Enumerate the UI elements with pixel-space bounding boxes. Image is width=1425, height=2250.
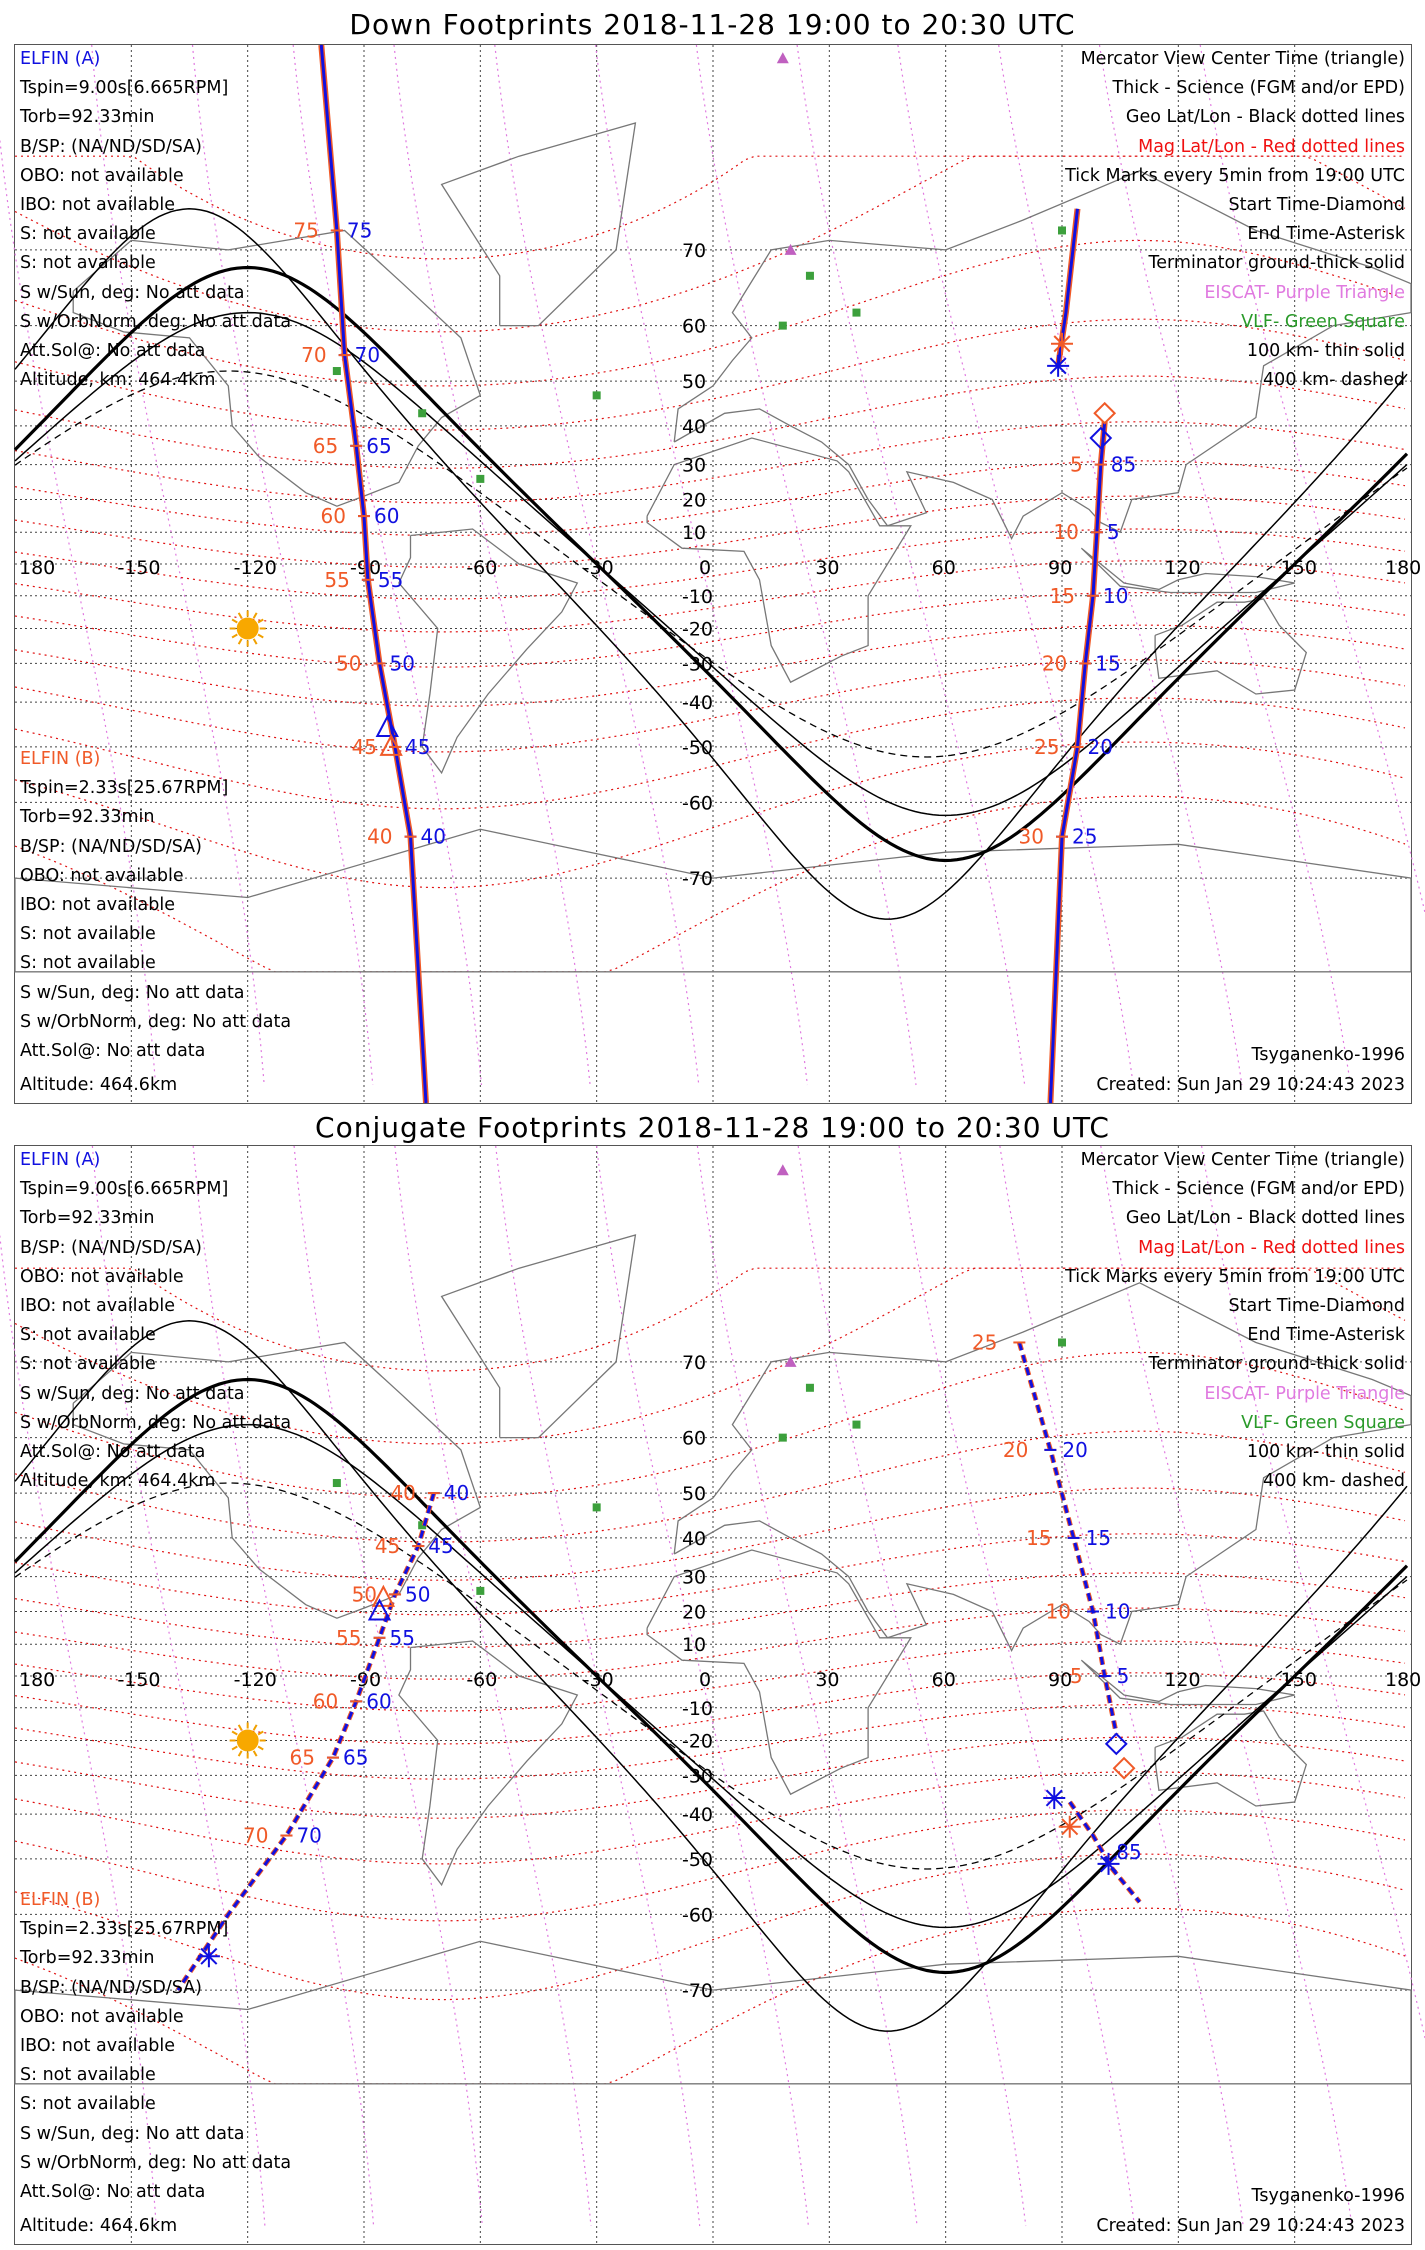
info-line: S: not available (20, 253, 156, 274)
lat-label: -60 (681, 792, 714, 815)
elfin-b-tick-label: 70 (242, 1823, 269, 1848)
elfin-b-tick-label: 20 (1041, 651, 1068, 676)
lon-label: -60 (466, 557, 498, 579)
lat-label: 60 (681, 1427, 707, 1450)
sun-ray (258, 635, 263, 638)
lat-label: -30 (681, 1765, 714, 1788)
altitude-b: Altitude: 464.6km (20, 2216, 178, 2236)
elfin-b-tick-label: 25 (1034, 734, 1060, 759)
legend-line: End Time-Asterisk (1247, 1325, 1405, 1346)
legend-line: Start Time-Diamond (1228, 1295, 1405, 1316)
info-line: Att.Sol@: No att data (20, 1441, 206, 1462)
lat-label: 50 (681, 371, 707, 394)
vlf-green-square-icon (418, 409, 426, 417)
info-line: Tspin=9.00s[6.665RPM] (20, 1179, 229, 1200)
elfin-b-tick-label: 65 (289, 1745, 315, 1770)
lon-label: 90 (1048, 1669, 1073, 1691)
lat-label: -70 (681, 1980, 714, 2003)
panel-title: Down Footprints 2018-11-28 19:00 to 20:30 UTC (349, 8, 1076, 41)
lat-label: -50 (681, 736, 714, 759)
legend-line: Mag Lat/Lon - Red dotted lines (1138, 136, 1405, 157)
map-frame (14, 1145, 1422, 2245)
info-line: S w/Sun, deg: No att data (20, 282, 245, 303)
elfin-a-tick-label: 20 (1062, 1437, 1088, 1462)
elfin-a-tick-label: 50 (405, 1582, 431, 1607)
info-line: OBO: not available (20, 2006, 184, 2027)
lon-label: 60 (931, 1669, 956, 1691)
info-line: S w/OrbNorm, deg: No att data (20, 1011, 292, 1032)
info-line: IBO: not available (20, 1295, 175, 1316)
legend-line: Geo Lat/Lon - Black dotted lines (1125, 107, 1405, 128)
created-timestamp: Created: Sun Jan 29 10:24:43 2023 (1096, 2216, 1405, 2236)
info-line: S: not available (20, 2094, 156, 2115)
elfin-a-tick-label: 5 (1106, 520, 1120, 545)
lat-label: -10 (681, 1697, 714, 1720)
info-line: OBO: not available (20, 865, 184, 886)
lat-label: 40 (681, 415, 707, 438)
legend-line: Tick Marks every 5min from 19:00 UTC (1065, 165, 1405, 186)
elfin-b-tick-label: 15 (1049, 583, 1076, 608)
info-line: Att.Sol@: No att data (20, 340, 206, 361)
greenland-outline (442, 1235, 636, 1438)
created-timestamp: Created: Sun Jan 29 10:24:43 2023 (1096, 1075, 1405, 1095)
legend-line: 100 km- thin solid (1246, 1441, 1405, 1462)
info-line: S: not available (20, 2065, 156, 2086)
lon-label: 150 (1280, 557, 1317, 579)
sun-ray (254, 639, 257, 644)
elfin-a-tick-label: 70 (354, 343, 381, 368)
down-footprints-panel (0, 0, 1425, 1110)
sun-ray (254, 1751, 257, 1756)
elfin-a-tick-label: 65 (366, 433, 392, 458)
lat-label: -50 (681, 1848, 714, 1871)
info-line: IBO: not available (20, 194, 175, 215)
model-name: Tsyganenko-1996 (1251, 2186, 1405, 2206)
info-line: S w/OrbNorm, deg: No att data (20, 2152, 292, 2173)
elfin-a-tick-label: 15 (1085, 1525, 1112, 1550)
elfin-a-tick-label: 60 (366, 1689, 392, 1714)
legend-line: VLF- Green Square (1241, 1412, 1405, 1433)
lat-label: -70 (681, 868, 714, 891)
eiscat-purple-triangle-icon (777, 1164, 789, 1175)
sun-ray (232, 620, 237, 623)
sun-ray (254, 1725, 257, 1730)
lat-label: 70 (681, 1351, 707, 1374)
info-line: S w/Sun, deg: No att data (20, 1383, 245, 1404)
mag-lon-line (697, 1146, 917, 2226)
elfin-a-tick-label: 45 (405, 734, 431, 759)
info-line: Torb=92.33min (20, 807, 155, 828)
legend-line: Terminator ground-thick solid (1148, 1354, 1405, 1375)
elfin-a-info (20, 45, 291, 395)
elfin-b-tick-label: 5 (1070, 452, 1083, 477)
lat-label: 70 (681, 239, 707, 262)
elfin-a-tick-label: 85 (1110, 452, 1137, 477)
elfin-b-tick-label: 60 (312, 1689, 339, 1714)
elfin-b-tick-label: 65 (312, 433, 339, 458)
info-line: Tspin=9.00s[6.665RPM] (20, 78, 229, 99)
conjugate-footprints-panel (0, 1110, 1425, 2250)
elfin-b-tick-label: 10 (1053, 520, 1079, 545)
elfin-a-header: ELFIN (A) (20, 1150, 101, 1170)
info-line: IBO: not available (20, 894, 175, 915)
sun-ray (239, 613, 242, 618)
elfin-a-tick-label: 55 (389, 1625, 415, 1650)
mag-lon-line (696, 45, 916, 1085)
greenland-outline (442, 123, 636, 326)
lon-label: 90 (1048, 557, 1073, 579)
vlf-green-square-icon (333, 1479, 341, 1487)
legend-line: Thick - Science (FGM and/or EPD) (1112, 1179, 1405, 1200)
info-line: S: not available (20, 953, 156, 974)
altitude-b: Altitude: 464.6km (20, 1075, 178, 1095)
info-line: IBO: not available (20, 2035, 175, 2056)
lon-label: -30 (582, 557, 614, 579)
info-line: S w/Sun, deg: No att data (20, 2123, 245, 2144)
legend-line: Thick - Science (FGM and/or EPD) (1112, 78, 1405, 99)
elfin-b-tick-label: 60 (320, 504, 346, 529)
vlf-green-square-icon (779, 322, 787, 330)
info-line: Tspin=2.33s[25.67RPM] (20, 1919, 229, 1940)
elfin-a-tick-label: 25 (1072, 824, 1098, 849)
sun-ray (254, 613, 257, 618)
map-legend (1065, 1146, 1405, 1496)
elfin-a-tick-label: 70 (296, 1823, 322, 1848)
vlf-green-square-icon (476, 475, 484, 483)
lat-label: 10 (681, 522, 707, 545)
lat-label: 20 (681, 1601, 707, 1624)
sun-ray (232, 635, 237, 638)
elfin-b-tick-label: 20 (1002, 1437, 1029, 1462)
elfin-a-tick-label: 45 (428, 1534, 454, 1559)
lon-label: 150 (1280, 1669, 1317, 1691)
elfin-b-tick-label: 25 (971, 1330, 998, 1355)
elfin-a-tick-label: 20 (1087, 734, 1113, 759)
elfin-b-tick-label: 40 (367, 824, 393, 849)
elfin-b-header: ELFIN (B) (20, 1890, 101, 1910)
elfin-b-tick-label: 45 (351, 734, 378, 759)
lat-label: 20 (681, 489, 707, 512)
legend-line: 100 km- thin solid (1246, 340, 1405, 361)
lat-label: 60 (681, 315, 707, 338)
legend-line: Terminator ground-thick solid (1148, 253, 1405, 274)
elfin-b-tick-label: 45 (374, 1534, 401, 1559)
lon-label: -90 (350, 557, 382, 579)
mag-lon-line (293, 45, 481, 1085)
info-line: Torb=92.33min (20, 1948, 155, 1969)
elfin-b-header: ELFIN (B) (20, 749, 101, 769)
lon-label: 30 (815, 1669, 840, 1691)
elfin-a-info (20, 1146, 291, 1496)
lon-label: 0 (699, 557, 712, 579)
lon-label: 120 (1164, 557, 1201, 579)
elfin-b-tick-label: 50 (351, 1582, 378, 1607)
lon-label: -60 (466, 1669, 498, 1691)
info-line: Tspin=2.33s[25.67RPM] (20, 778, 229, 799)
legend-line: Mercator View Center Time (triangle) (1080, 49, 1405, 69)
lat-label: -30 (681, 653, 714, 676)
legend-line: EISCAT- Purple Triangle (1204, 1383, 1405, 1404)
info-line: Torb=92.33min (20, 1208, 155, 1229)
sun-ray (258, 1747, 263, 1750)
elfin-b-info (20, 1886, 291, 2207)
info-line: OBO: not available (20, 165, 184, 186)
info-line: S: not available (20, 924, 156, 945)
start-time-diamond-icon (1095, 403, 1115, 423)
lat-label: 40 (681, 1527, 707, 1550)
info-line: S w/OrbNorm, deg: No att data (20, 1412, 292, 1433)
vlf-green-square-icon (779, 1434, 787, 1442)
lon-label: 180 (19, 1669, 56, 1691)
elfin-b-tick-label: 5 (1069, 1664, 1083, 1688)
sun-ray (232, 1732, 237, 1735)
info-line: Att.Sol@: No att data (20, 2181, 206, 2202)
sun-ray (239, 1725, 242, 1730)
legend-line: EISCAT- Purple Triangle (1204, 282, 1405, 303)
vlf-green-square-icon (593, 1503, 601, 1511)
lat-label: -10 (681, 585, 714, 608)
info-line: Altitude, km: 464.4km (20, 1471, 216, 1492)
elfin-b-tick-label: 75 (293, 218, 319, 243)
legend-line: 400 km- dashed (1263, 370, 1405, 391)
info-line: OBO: not available (20, 1266, 184, 1287)
lat-label: 30 (681, 1566, 707, 1589)
end-time-asterisk-icon (1059, 1816, 1081, 1838)
legend-line: End Time-Asterisk (1247, 224, 1405, 245)
lon-label: 0 (699, 1669, 712, 1691)
sun-ray (232, 1747, 237, 1750)
elfin-b-tick-label: 55 (336, 1625, 362, 1650)
info-line: S: not available (20, 224, 156, 245)
info-line: B/SP: (NA/ND/SD/SA) (20, 836, 202, 857)
vlf-green-square-icon (852, 309, 860, 317)
lon-label: 180 (1385, 1669, 1422, 1691)
sun-disc (237, 1730, 259, 1752)
sun-icon (230, 1723, 266, 1759)
vlf-green-square-icon (476, 1587, 484, 1595)
info-line: B/SP: (NA/ND/SD/SA) (20, 1977, 202, 1998)
lat-label: -20 (681, 1730, 714, 1753)
legend-line: Geo Lat/Lon - Black dotted lines (1125, 1208, 1405, 1229)
elfin-a-header: ELFIN (A) (20, 49, 101, 69)
info-line: B/SP: (NA/ND/SD/SA) (20, 1237, 202, 1258)
sun-disc (237, 618, 259, 640)
lat-label: 50 (681, 1483, 707, 1506)
lon-label: 180 (19, 557, 56, 579)
lon-label: 120 (1164, 1669, 1201, 1691)
lat-label: -40 (681, 692, 714, 715)
elfin-a-tick-label: 75 (346, 218, 373, 243)
lon-label: 60 (931, 557, 956, 579)
panel-title: Conjugate Footprints 2018-11-28 19:00 to 20:30 UTC (315, 1111, 1110, 1144)
lon-label: -30 (582, 1669, 614, 1691)
info-line: B/SP: (NA/ND/SD/SA) (20, 136, 202, 157)
elfin-b-tick-label: 40 (390, 1481, 416, 1506)
mag-lon-line (294, 1146, 482, 2226)
elfin-b-tick-label: 10 (1045, 1599, 1072, 1624)
elfin-a-tick-label: 10 (1103, 583, 1129, 608)
vlf-green-square-icon (852, 1421, 860, 1429)
info-line: S: not available (20, 1325, 156, 1346)
legend-line: Mercator View Center Time (triangle) (1080, 1150, 1405, 1170)
info-line: S w/OrbNorm, deg: No att data (20, 311, 292, 332)
elfin-b-info (20, 745, 291, 1066)
lat-label: -20 (681, 618, 714, 641)
elfin-a-tick-label: 40 (443, 1481, 470, 1506)
lat-label: -60 (681, 1904, 714, 1927)
lat-label: 10 (681, 1634, 707, 1657)
legend-line: Mag Lat/Lon - Red dotted lines (1138, 1237, 1405, 1258)
eiscat-purple-triangle-icon (777, 52, 789, 63)
info-line: S: not available (20, 1354, 156, 1375)
map-frame (14, 44, 1422, 1104)
elfin-a-tick-label: 40 (420, 824, 446, 849)
vlf-green-square-icon (806, 272, 814, 280)
elfin-b-tick-label: 15 (1026, 1525, 1052, 1550)
lon-label: -120 (233, 557, 277, 579)
elfin-a-tick-label: 10 (1105, 1599, 1131, 1624)
legend-line: 400 km- dashed (1263, 1471, 1405, 1492)
lon-label: -120 (233, 1669, 277, 1691)
elfin-b-tick-label: 50 (336, 651, 362, 676)
model-name: Tsyganenko-1996 (1251, 1045, 1405, 1065)
lat-label: 30 (681, 454, 707, 477)
vlf-green-square-icon (593, 391, 601, 399)
lon-label: -90 (350, 1669, 382, 1691)
elfin-b-tick-label: 70 (301, 343, 327, 368)
elfin-a-tick-label: 60 (374, 504, 400, 529)
sun-ray (239, 1751, 242, 1756)
mag-lat-line (15, 461, 1405, 536)
elfin-b-tick-label: 55 (324, 567, 350, 592)
info-line: Altitude, km: 464.4km (20, 370, 216, 391)
legend-line: Tick Marks every 5min from 19:00 UTC (1065, 1266, 1405, 1287)
info-line: Att.Sol@: No att data (20, 1040, 206, 1061)
lon-label: 180 (1385, 557, 1422, 579)
elfin-a-tick-label: 55 (377, 567, 404, 592)
lon-label: 30 (815, 557, 840, 579)
elfin-b-tick-label: 30 (1018, 824, 1044, 849)
elfin-a-tick-label: 85 (1116, 1839, 1142, 1864)
end-time-asterisk-icon (1043, 1787, 1065, 1809)
lon-label: -150 (117, 557, 161, 579)
info-line: S w/Sun, deg: No att data (20, 982, 245, 1003)
elfin-a-tick-label: 15 (1095, 651, 1121, 676)
sun-ray (239, 639, 242, 644)
lat-label: -40 (681, 1804, 714, 1827)
legend-line: Start Time-Diamond (1228, 194, 1405, 215)
elfin-a-tick-label: 65 (342, 1745, 369, 1770)
map-legend (1065, 45, 1405, 395)
sun-icon (230, 611, 266, 647)
vlf-green-square-icon (806, 1384, 814, 1392)
lon-label: -150 (117, 1669, 161, 1691)
elfin-a-tick-label: 5 (1116, 1664, 1130, 1688)
info-line: Torb=92.33min (20, 107, 155, 128)
legend-line: VLF- Green Square (1241, 311, 1405, 332)
vlf-green-square-icon (333, 367, 341, 375)
mag-lat-line (15, 1573, 1405, 1648)
elfin-a-tick-label: 50 (389, 651, 415, 676)
